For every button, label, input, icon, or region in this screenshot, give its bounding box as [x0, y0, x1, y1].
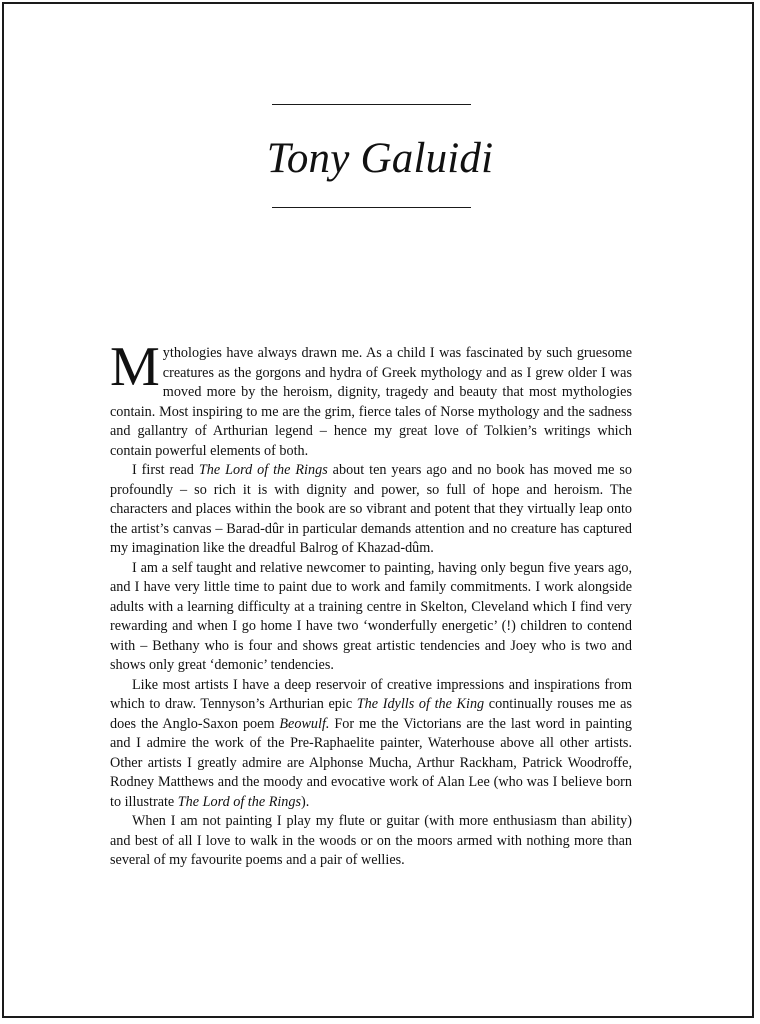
paragraph-2-text-end: about ten years ago and no book has moved me so profoundly – so rich it is with dignity and power, so full of hope and heroism. The characters and places within the book are so vibrant and potent that they virtually leap onto the artist’s canvas – Barad-dûr in particular demands attention and no creature has captured my imagination like the dreadful Balrog of Khazad-dûm. — [110, 462, 632, 556]
book-title: The Idylls of the King — [356, 696, 485, 712]
paragraph-4-text-2: continually rouses me as does the Anglo-Saxon poem — [110, 696, 632, 732]
paragraph-4-text-4: ). — [301, 793, 310, 810]
body-text — [110, 336, 632, 871]
paragraph-1 — [110, 336, 632, 461]
book-title: The Lord of the Rings — [198, 462, 328, 478]
paragraph-3-text: I am a self taught and relative newcomer to painting, having only begun five years ago, and I have very little time to paint due to work and family commitments. I work alongside adults with a learning difficulty at a training centre in Skelton, Cleveland which I find very rewarding and when I go home I have two ‘wonderfully energetic’ (!) children to contend with – Bethany who is four and shows great artistic tendencies and Joey who is two and shows only great ‘demonic’ tendencies. — [110, 559, 632, 673]
paragraph-4 — [110, 676, 632, 813]
paragraph-5-text: When I am not painting I play my flute or guitar (with more enthusiasm than ability) and best of all I love to walk in the woods or on the moors armed with nothing more than several of my favourite poems and a pair of wellies. — [110, 813, 632, 868]
paragraph-4-text-1: Like most artists I have a deep reservoir of creative impressions and inspirations from which to draw. Tennyson’s Arthurian epic — [110, 676, 632, 712]
paragraph-4-text-3: For me the Victorians are the last word in painting and I admire the work of the Pre-Raphaelite painter, Waterhouse above all other artists. Other artists I greatly admire are Alphonse Mucha, Arthur Rackham, Patrick Woodroffe, Rodney Matthews and the moody and evocative work of Alan Lee (who was I believe born to illustrate — [110, 715, 632, 810]
paragraph-2-text-start: I first read — [132, 462, 199, 478]
page-title: Tony Galuidi — [266, 135, 494, 182]
paragraph-2 — [110, 461, 632, 559]
book-title: The Lord of the Rings — [177, 793, 302, 810]
paragraph-1-text: ythologies have always drawn me. As a child I was fascinated by such gruesome creatures as the gorgons and hydra of Greek mythology and as I grew older I was moved more by the heroism, dignity, tragedy and beauty that most mythologies contain. Most inspiring to me are the grim, fierce tales of Norse mythology and the sadness and gallantry of Arthurian legend – hence my great love of Tolkien’s writings which contain powerful elements of both. — [110, 345, 632, 459]
drop-cap: M — [110, 336, 160, 398]
paragraph-5 — [110, 812, 632, 871]
paragraph-3 — [110, 559, 632, 676]
book-title: Beowulf. — [279, 715, 330, 732]
title-top-rule — [272, 104, 471, 105]
title-bottom-rule — [272, 207, 471, 208]
